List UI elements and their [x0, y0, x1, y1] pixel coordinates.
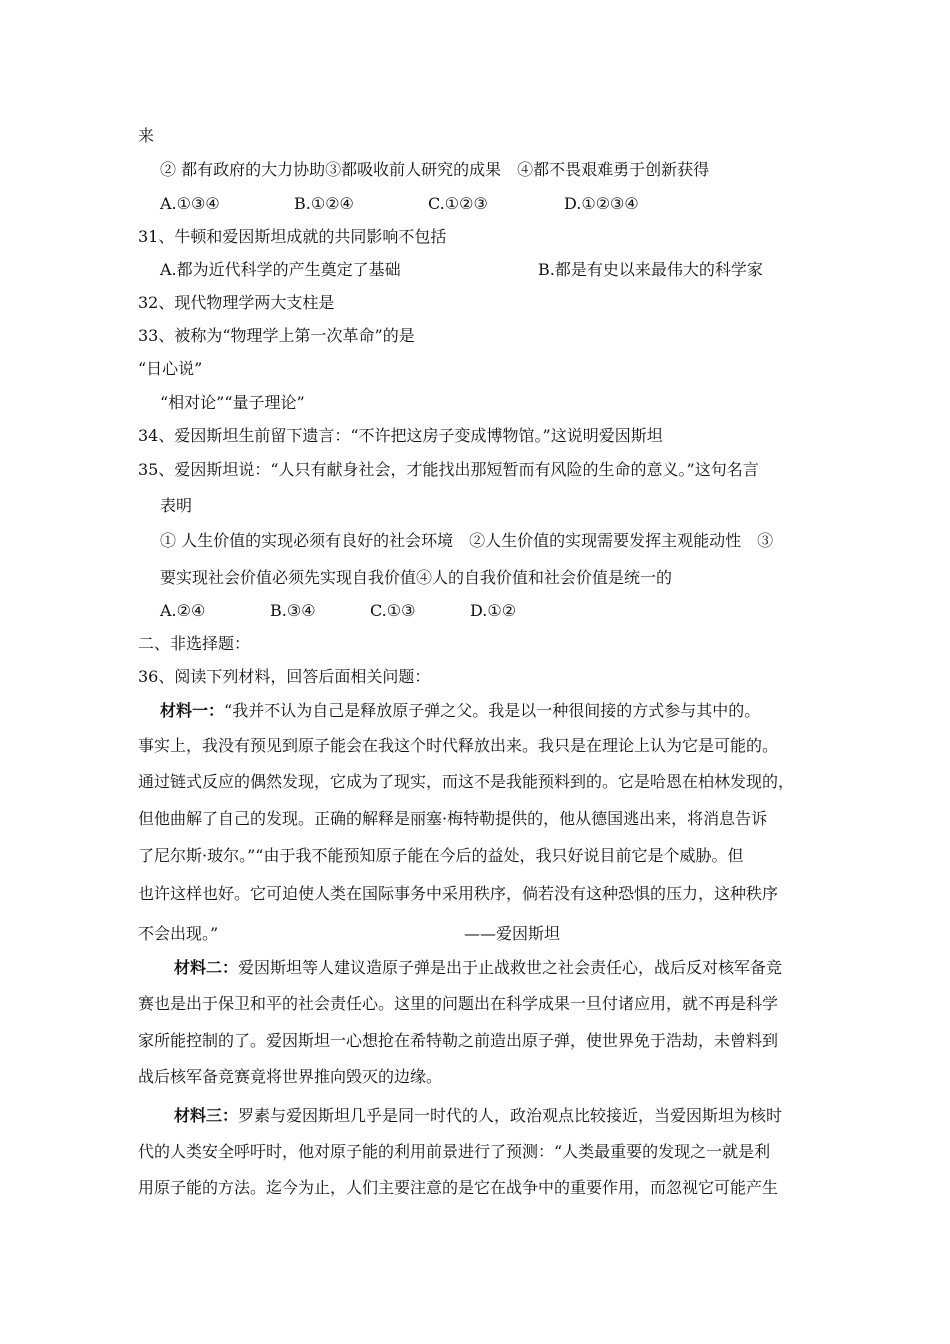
material-2 [174, 957, 782, 979]
text-line: 要实现社会价值必须先实现自我价值④人的自我价值和社会价值是统一的 [160, 568, 673, 587]
question-33: 33、被称为“物理学上第一次革命”的是 [138, 326, 415, 345]
option-c: C.①②③ [428, 194, 488, 213]
material-3 [174, 1105, 782, 1127]
text-line: 但他曲解了自己的发现。正确的解释是丽塞·梅特勒提供的，他从德国逃出来，将消息告诉 [138, 809, 768, 828]
option-a: A.都为近代科学的产生奠定了基础 [160, 260, 401, 279]
question-35: 35、爱因斯坦说：“人只有献身社会，才能找出那短暂而有风险的生命的意义。”这句名言 [138, 460, 759, 479]
text-line: 了尼尔斯·玻尔。”“由于我不能预知原子能在今后的益处，我只好说目前它是个威胁。但 [138, 846, 744, 865]
material-label: 材料三： [174, 1106, 239, 1125]
text-line: 用原子能的方法。迄今为止，人们主要注意的是它在战争中的重要作用，而忽视它可能产生 [138, 1178, 779, 1197]
text-line: 赛也是出于保卫和平的社会责任心。这里的问题出在科学成果一旦付诸应用，就不再是科学 [138, 994, 779, 1013]
question-31: 31、牛顿和爱因斯坦成就的共同影响不包括 [138, 227, 447, 246]
text-line: 表明 [160, 496, 193, 515]
option-c: C.①③ [370, 601, 416, 620]
text-line: 来 [138, 126, 155, 145]
text-line: 也许这样也好。它可迫使人类在国际事务中采用秩序，倘若没有这种恐惧的压力，这种秩序 [138, 884, 779, 903]
text-line: 不会出现。” [138, 924, 219, 943]
material-text: 爱因斯坦等人建议造原子弹是出于止战救世之社会责任心，战后反对核军备竞 [238, 958, 783, 977]
text-line: 通过链式反应的偶然发现，它成为了现实，而这不是我能预料到的。它是哈恩在柏林发现的， [138, 772, 795, 791]
text-line: 战后核军备竞赛竟将世界推向毁灭的边缘。 [138, 1067, 443, 1086]
material-label: 材料二： [174, 958, 239, 977]
material-label: 材料一： [160, 701, 225, 720]
material-text: “我并不认为自己是释放原子弹之父。我是以一种很间接的方式参与其中的。 [224, 701, 761, 720]
material-1 [160, 700, 760, 722]
text-line: “日心说” [138, 359, 203, 378]
question-32: 32、现代物理学两大支柱是 [138, 293, 335, 312]
option-d: D.①② [470, 601, 517, 620]
text-line: ② 都有政府的大力协助③都吸收前人研究的成果 ④都不畏艰难勇于创新获得 [160, 160, 710, 179]
text-line: 事实上，我没有预见到原子能会在我这个时代释放出来。我只是在理论上认为它是可能的。 [138, 736, 779, 755]
section-heading: 二、非选择题： [138, 634, 251, 653]
text-line: 家所能控制的了。爱因斯坦一心想抢在希特勒之前造出原子弹，使世界免于浩劫，未曾料到 [138, 1031, 779, 1050]
text-line: 代的人类安全呼吁时，他对原子能的利用前景进行了预测：“人类最重要的发现之一就是利 [138, 1142, 771, 1161]
option-d: D.①②③④ [564, 194, 639, 213]
option-a: A.②④ [160, 601, 206, 620]
material-text: 罗素与爱因斯坦几乎是同一时代的人，政治观点比较接近，当爱因斯坦为核时 [238, 1106, 783, 1125]
option-b: B.都是有史以来最伟大的科学家 [538, 260, 763, 279]
question-34: 34、爱因斯坦生前留下遗言：“不许把这房子变成博物馆。”这说明爱因斯坦 [138, 426, 663, 445]
option-a: A.①③④ [160, 194, 220, 213]
text-line: “相对论”“量子理论” [160, 393, 305, 412]
option-b: B.①②④ [294, 194, 354, 213]
text-line: ① 人生价值的实现必须有良好的社会环境 ②人生价值的实现需要发挥主观能动性 ③ [160, 531, 774, 550]
question-36: 36、阅读下列材料，回答后面相关问题： [138, 667, 431, 686]
option-b: B.③④ [270, 601, 316, 620]
signature-attribution: ——爱因斯坦 [464, 924, 561, 943]
